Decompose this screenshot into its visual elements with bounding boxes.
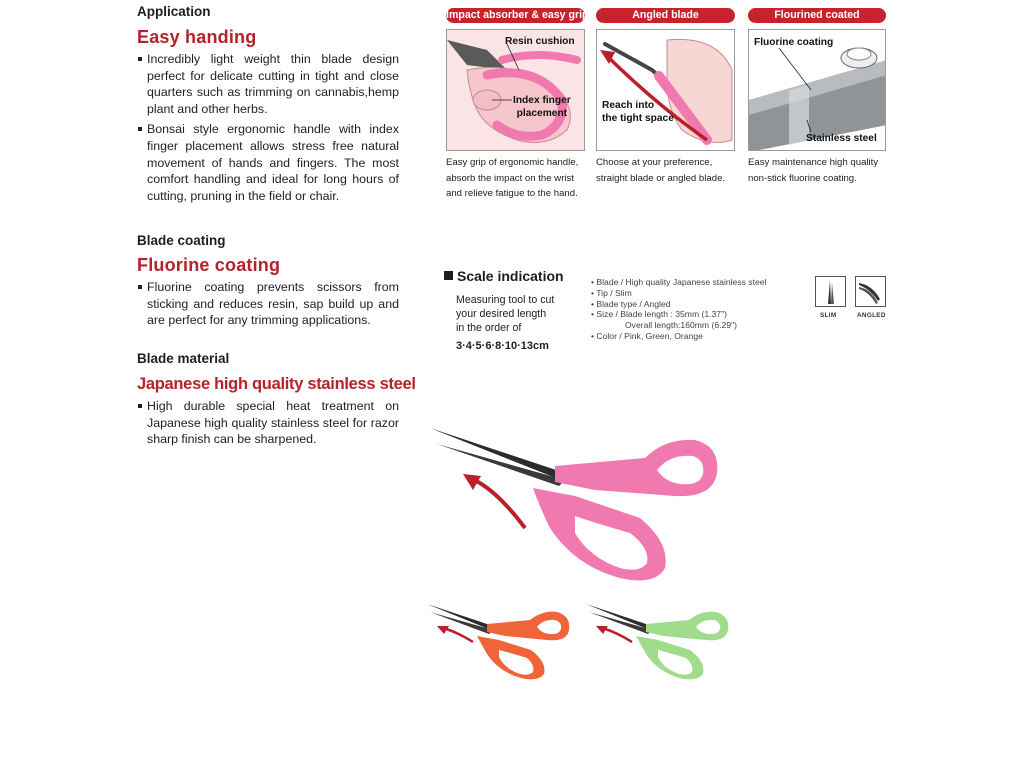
fluorine-coating-label: Fluorine coating bbox=[754, 37, 834, 48]
feature-caption-coating: Easy maintenance high quality non-stick fluorine coating. bbox=[748, 157, 879, 184]
material-bullet: High durable special heat treatment on Japanese high quality stainless steel for razor sharp finish can be sharpened. bbox=[137, 398, 399, 448]
scale-values-numbers: 3·4·5·6·8·10·13 bbox=[456, 340, 534, 352]
angled-tip-icon bbox=[855, 276, 886, 307]
spec-item: • Tip / Slim bbox=[591, 287, 632, 298]
pink-scissors-image bbox=[425, 418, 725, 588]
index-finger-label: Index finger placement bbox=[513, 95, 571, 119]
feature-illustration-angled bbox=[596, 29, 735, 151]
feature-illustration-grip bbox=[446, 29, 585, 151]
scale-description: Measuring tool to cut your desired length in the order of bbox=[456, 294, 555, 334]
application-bullet: Incredibly light weight thin blade design perfect for delicate cutting in tight and close quarters such as trimming on cannabis,hemp plant and other herbs. bbox=[137, 51, 399, 117]
resin-cushion-label: Resin cushion bbox=[505, 36, 575, 47]
scale-square-icon bbox=[444, 271, 453, 280]
coating-bullet: Fluorine coating prevents scissors from sticking and reduces resin, sap build up and are perfect for any trimming applications. bbox=[137, 279, 399, 329]
spec-item: Overall length:160mm (6.29") bbox=[625, 320, 737, 331]
reach-tight-space-label: Reach into the tight space bbox=[602, 100, 674, 124]
application-bullet: Bonsai style ergonomic handle with index finger placement allows stress free natural movement of hands and fingers. The most comfort handling and ideal for long hours of cutting, pruning in the field or chair. bbox=[137, 121, 399, 204]
slim-tip-icon bbox=[815, 276, 846, 307]
angled-tip-label: ANGLED bbox=[857, 312, 886, 319]
scale-title: Scale indication bbox=[457, 268, 564, 284]
feature-pill-angled: Angled blade bbox=[596, 8, 735, 23]
spec-item: • Color / Pink, Green, Orange bbox=[591, 330, 703, 341]
material-bullet-list bbox=[137, 398, 399, 448]
material-title: Japanese high quality stainless steel bbox=[137, 375, 416, 393]
spec-item: • Blade / High quality Japanese stainless steel bbox=[591, 277, 767, 287]
hand-grip-illustration bbox=[447, 30, 585, 151]
application-bullet-list bbox=[137, 51, 399, 204]
green-scissors-image bbox=[584, 600, 734, 682]
application-heading: Application bbox=[137, 4, 211, 19]
orange-scissors-image bbox=[425, 600, 575, 682]
material-heading: Blade material bbox=[137, 351, 230, 366]
coating-title: Fluorine coating bbox=[137, 255, 281, 275]
spec-item: • Blade type / Angled bbox=[591, 298, 671, 309]
spec-list bbox=[591, 277, 766, 342]
slim-tip-label: SLIM bbox=[820, 312, 837, 319]
coating-bullet-list bbox=[137, 279, 399, 329]
feature-illustration-coating bbox=[748, 29, 886, 151]
stainless-steel-label: Stainless steel bbox=[806, 133, 877, 144]
feature-caption-angled: Choose at your preference, straight blade or angled blade. bbox=[596, 157, 726, 184]
feature-pill-impact: Impact absorber & easy grip bbox=[446, 9, 589, 21]
scale-values-unit: cm bbox=[533, 340, 549, 352]
spec-item: • Size / Blade length : 35mm (1.37") bbox=[591, 309, 727, 320]
scale-values bbox=[456, 340, 549, 352]
coating-heading: Blade coating bbox=[137, 233, 226, 248]
feature-pill-coated: Flourined coated bbox=[748, 8, 886, 23]
feature-caption-grip: Easy grip of ergonomic handle, absorb the impact on the wrist and relieve fatigue to the hand. bbox=[446, 157, 579, 199]
angled-blade-illustration bbox=[597, 30, 735, 151]
application-title: Easy handing bbox=[137, 27, 257, 47]
